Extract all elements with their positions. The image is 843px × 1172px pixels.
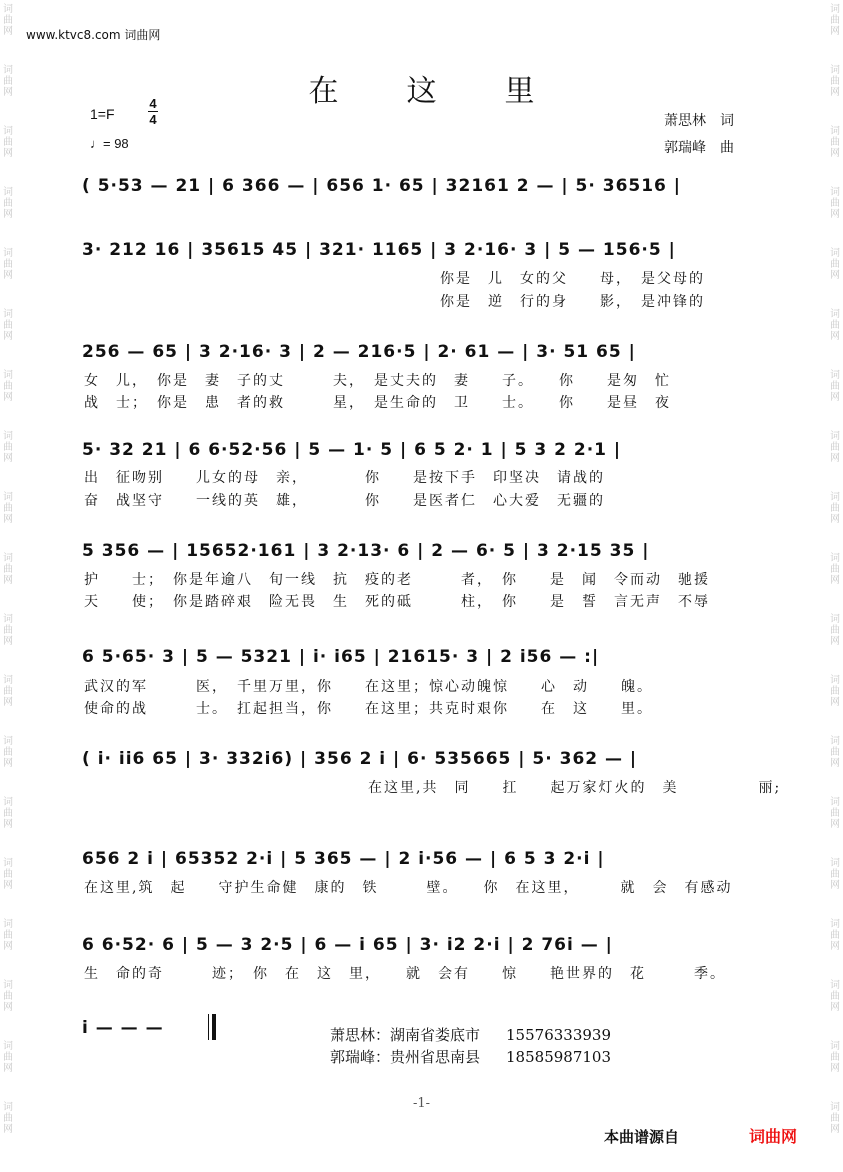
lyric-line-6b: 使命的战 士。 扛起担当，你 在这里；共克时艰你 在 这 里。 (84, 701, 653, 717)
time-signature (148, 96, 158, 127)
score-line-7: ( i· ii6 65 | 3· 332i6) | 356 2 i | 6· 535665 | 5· 362 — | (82, 749, 638, 769)
watermark-mark: 词 曲 网 (3, 4, 13, 37)
contact-composer-phone: 18585987103 (506, 1048, 611, 1066)
lyric-line-6a: 武汉的军 医， 千里万里，你 在这里；惊心动魄惊 心 动 魄。 (84, 679, 653, 695)
final-barline-thin (208, 1014, 209, 1040)
watermark-mark: 词 曲 网 (830, 736, 840, 769)
lyric-line-5a: 护 士； 你是年逾八 旬一线 抗 疫的老 者， 你 是 闻 令而动 驰援 (84, 572, 710, 588)
lyric-line-2a: 你是 儿 女的父 母， 是父母的 (440, 271, 705, 287)
score-line-9: 6 6·52· 6 | 5 — 3 2·5 | 6 — i 65 | 3· i2 2·i | 2 76i — | (82, 935, 613, 955)
lyric-line-5b: 天 使； 你是踏碎艰 险无畏 生 死的砥 柱， 你 是 誓 言无声 不辱 (84, 594, 710, 610)
site-logo[interactable]: 词曲网 (749, 1127, 798, 1146)
watermark-mark: 词 曲 网 (3, 553, 13, 586)
watermark-mark: 词 曲 网 (830, 980, 840, 1013)
site-header[interactable]: www.ktvc8.com 词曲网 (26, 28, 161, 42)
contact-composer (330, 1046, 611, 1067)
watermark-mark: 词 曲 网 (830, 614, 840, 647)
watermark-mark: 词 曲 网 (3, 736, 13, 769)
contact-composer-label: 郭瑞峰：贵州省思南县 (330, 1048, 481, 1066)
watermark-mark: 词 曲 网 (830, 553, 840, 586)
key-signature: 1=F (90, 106, 115, 122)
lyric-line-3a: 女 儿， 你是 妻 子的丈 夫， 是丈夫的 妻 子。 你 是匆 忙 (84, 373, 671, 389)
source-label: 本曲谱源自 (604, 1128, 680, 1146)
score-line-10: i — — — (82, 1018, 164, 1038)
watermark-mark: 词 曲 网 (3, 1102, 13, 1135)
watermark-mark: 词 曲 网 (3, 797, 13, 830)
lyricist-credit: 萧思林 词 (664, 113, 734, 129)
watermark-mark: 词 曲 网 (3, 248, 13, 281)
watermark-mark: 词 曲 网 (3, 309, 13, 342)
watermark-mark: 词 曲 网 (3, 675, 13, 708)
watermark-mark: 词 曲 网 (3, 1041, 13, 1074)
lyric-line-8: 在这里,筑 起 守护生命健 康的 铁 壁。 你 在这里， 就 会 有感动 (84, 880, 733, 896)
lyric-line-9: 生 命的奇 迹； 你 在 这 里， 就 会有 惊 艳世界的 花 季。 (84, 966, 726, 982)
score-line-5: 5 356 — | 15652·161 | 3 2·13· 6 | 2 — 6· 5 | 3 2·15 35 | (82, 541, 650, 561)
watermark-mark: 词 曲 网 (3, 492, 13, 525)
score-line-6: 6 5·65· 3 | 5 — 5321 | i· i65 | 21615· 3 | 2 i56 — :| (82, 647, 600, 667)
watermark-mark: 词 曲 网 (830, 858, 840, 891)
meter-bottom: 4 (149, 112, 157, 127)
score-line-3: 256 — 65 | 3 2·16· 3 | 2 — 216·5 | 2· 61 — | 3· 51 65 | (82, 342, 636, 362)
lyric-line-4b: 奋 战坚守 一线的英 雄， 你 是医者仁 心大爱 无疆的 (84, 493, 605, 509)
watermark-mark: 词 曲 网 (830, 1102, 840, 1135)
score-line-4: 5· 32 21 | 6 6·52·56 | 5 — 1· 5 | 6 5 2· 1 | 5 3 2 2·1 | (82, 440, 622, 460)
watermark-mark: 词 曲 网 (830, 309, 840, 342)
score-line-1: ( 5·53 — 21 | 6 366 — | 656 1· 65 | 32161 2 — | 5· 36516 | (82, 176, 682, 196)
watermark-mark: 词 曲 网 (3, 370, 13, 403)
lyric-line-4a: 出 征吻别 儿女的母 亲， 你 是按下手 印坚决 请战的 (84, 470, 605, 486)
watermark-mark: 词 曲 网 (830, 187, 840, 220)
watermark-mark: 词 曲 网 (3, 980, 13, 1013)
watermark-mark: 词 曲 网 (3, 919, 13, 952)
watermark-mark: 词 曲 网 (3, 65, 13, 98)
lyric-line-7: 在这里,共 同 扛 起万家灯火的 美 丽; (368, 780, 782, 796)
watermark-mark: 词 曲 网 (830, 1041, 840, 1074)
watermark-mark: 词 曲 网 (830, 492, 840, 525)
watermark-mark: 词 曲 网 (3, 614, 13, 647)
contact-lyricist (330, 1024, 611, 1045)
watermark-mark: 词 曲 网 (830, 248, 840, 281)
meter-top: 4 (149, 96, 157, 111)
contact-lyricist-label: 萧思林：湖南省娄底市 (330, 1026, 481, 1044)
watermark-mark: 词 曲 网 (3, 431, 13, 464)
watermark-mark: 词 曲 网 (3, 858, 13, 891)
song-title: 在这里 (308, 74, 603, 109)
left-watermark-strip (0, 0, 16, 1172)
tempo-mark: ♩= 98 (90, 136, 129, 151)
page-number: -1- (412, 1096, 431, 1111)
watermark-mark: 词 曲 网 (830, 65, 840, 98)
lyric-line-3b: 战 士； 你是 患 者的救 星， 是生命的 卫 士。 你 是昼 夜 (84, 395, 671, 411)
final-barline-thick (212, 1014, 216, 1040)
contact-lyricist-phone: 15576333939 (506, 1026, 611, 1044)
watermark-mark: 词 曲 网 (3, 126, 13, 159)
right-watermark-strip (827, 0, 843, 1172)
score-line-8: 656 2 i | 65352 2·i | 5 365 — | 2 i·56 — | 6 5 3 2·i | (82, 849, 605, 869)
watermark-mark: 词 曲 网 (830, 919, 840, 952)
composer-credit: 郭瑞峰 曲 (664, 140, 734, 156)
watermark-mark: 词 曲 网 (3, 187, 13, 220)
lyric-line-2b: 你是 逆 行的身 影， 是冲锋的 (440, 294, 705, 310)
watermark-mark: 词 曲 网 (830, 675, 840, 708)
watermark-mark: 词 曲 网 (830, 431, 840, 464)
watermark-mark: 词 曲 网 (830, 4, 840, 37)
watermark-mark: 词 曲 网 (830, 126, 840, 159)
watermark-mark: 词 曲 网 (830, 370, 840, 403)
score-line-2: 3· 212 16 | 35615 45 | 321· 1165 | 3 2·16· 3 | 5 — 156·5 | (82, 240, 676, 260)
watermark-mark: 词 曲 网 (830, 797, 840, 830)
